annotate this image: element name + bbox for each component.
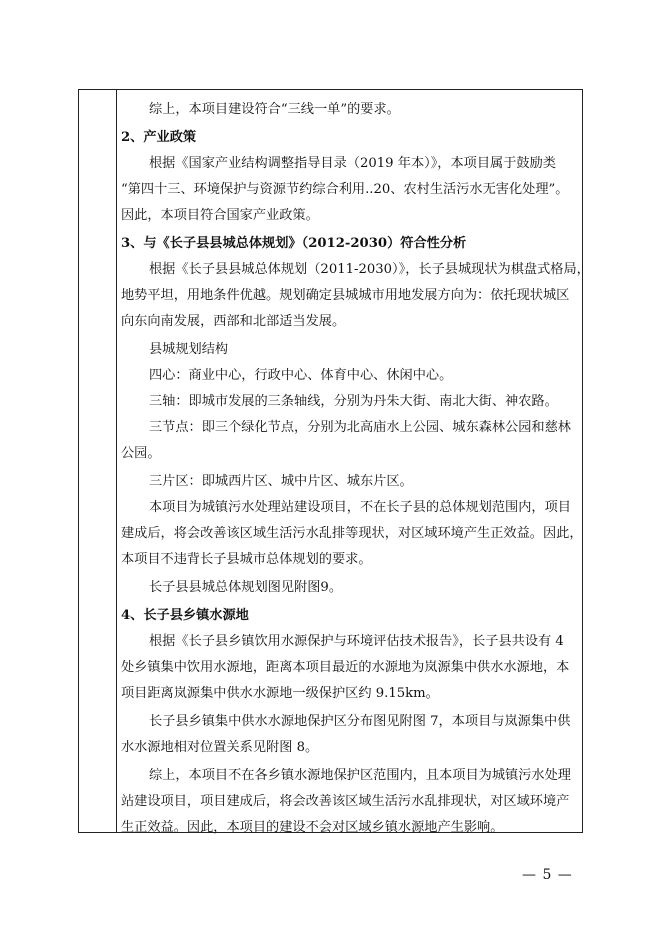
content-table xyxy=(78,89,590,835)
paragraph-line: 四心：商业中心，行政中心、体育中心、休闲中心。 xyxy=(149,368,453,383)
table-content-cell xyxy=(121,90,590,835)
table-left-cell xyxy=(79,90,117,832)
paragraph-line: 长子县乡镇集中供水水源地保护区分布图见附图 7，本项目与岚源集中供 xyxy=(149,714,571,729)
paragraph-line: 根据《长子县县城总体规划（2011-2030）》，长子县城现状为棋盘式格局， xyxy=(149,262,590,277)
paragraph-line: 水水源地相对位置关系见附图 8。 xyxy=(121,740,319,755)
paragraph-line: 因此，本项目符合国家产业政策。 xyxy=(121,208,319,223)
section-heading: 3、与《长子县县城总体规划》（2012-2030）符合性分析 xyxy=(121,236,467,251)
paragraph-line: 根据《国家产业结构调整指导目录（2019 年本）》，本项目属于鼓励类 xyxy=(149,156,556,171)
paragraph-line: 本项目为城镇污水处理站建设项目，不在长子县的总体规划范围内，项目 xyxy=(149,500,571,515)
paragraph-line: 地势平坦，用地条件优越。规划确定县城城市用地发展方向为：依托现状城区 xyxy=(121,288,570,303)
paragraph-line: 本项目不违背长子县城市总体规划的要求。 xyxy=(121,552,372,567)
paragraph-line: 三轴：即城市发展的三条轴线，分别为丹朱大街、南北大街、神农路。 xyxy=(149,394,558,409)
paragraph-line: 生正效益。因此，本项目的建设不会对区域乡镇水源地产生影响。 xyxy=(121,820,504,835)
paragraph-line: 根据《长子县乡镇饮用水源保护与环境评估技术报告》，长子县共设有 4 xyxy=(149,634,564,649)
paragraph-line: 公园。 xyxy=(121,446,161,461)
paragraph-line: 处乡镇集中饮用水源地，距离本项目最近的水源地为岚源集中供水水源地，本 xyxy=(121,660,570,675)
paragraph-line: 长子县县城总体规划图见附图9。 xyxy=(149,580,343,595)
section-heading: 4、长子县乡镇水源地 xyxy=(121,608,249,623)
paragraph-line: 站建设项目，项目建成后，将会改善该区域生活污水乱排现状，对区域环境产 xyxy=(121,794,570,809)
paragraph-line: 综上，本项目不在各乡镇水源地保护区范围内，且本项目为城镇污水处理 xyxy=(149,768,571,783)
page-number: — 5 — xyxy=(522,867,573,883)
paragraph-line: 县城规划结构 xyxy=(149,342,229,357)
paragraph-line: 建成后，将会改善该区域生活污水乱排等现状，对区域环境产生正效益。因此， xyxy=(121,526,583,541)
paragraph-line: 项目距离岚源集中供水水源地一级保护区约 9.15km。 xyxy=(121,686,439,701)
paragraph-line: 综上，本项目建设符合“三线一单”的要求。 xyxy=(149,102,400,117)
section-heading: 2、产业政策 xyxy=(121,130,197,145)
paragraph-line: 三片区：即城西片区、城中片区、城东片区。 xyxy=(149,474,413,489)
paragraph-line: “第四十三、环境保护与资源节约综合利用..20、农村生活污水无害化处理”。 xyxy=(121,182,569,197)
paragraph-line: 向东向南发展，西部和北部适当发展。 xyxy=(121,314,346,329)
paragraph-line: 三节点：即三个绿化节点，分别为北高庙水上公园、城东森林公园和慈林 xyxy=(149,420,571,435)
